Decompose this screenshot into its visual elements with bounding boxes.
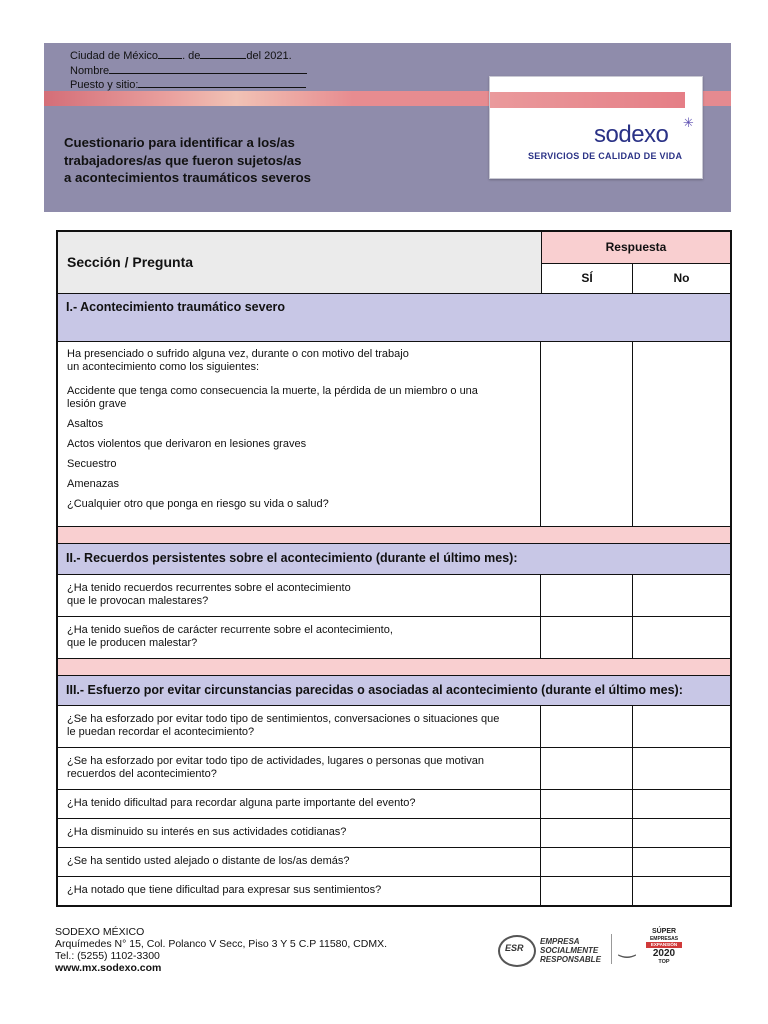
table-row: [58, 818, 730, 847]
sodexo-logo: [489, 76, 703, 179]
question-text: ¿Ha tenido dificultad para recordar alguna parte importante del evento?: [58, 790, 541, 818]
answer-no-cell[interactable]: [633, 877, 730, 905]
answer-yes-cell[interactable]: [541, 748, 633, 789]
question-text: ¿Ha tenido recuerdos recurrentes sobre el acontecimiento que le provocan malestares?: [58, 575, 541, 616]
answer-no-cell[interactable]: [633, 706, 730, 747]
table-row: [58, 574, 730, 616]
footer-divider: [611, 934, 612, 964]
question-text: ¿Ha disminuido su interés en sus actividades cotidianas?: [58, 819, 541, 847]
answer-yes-cell[interactable]: [541, 819, 633, 847]
answer-yes-cell[interactable]: [541, 342, 633, 526]
section-3-title: III.- Esfuerzo por evitar circunstancias parecidas o asociadas al acontecimiento (durante el último mes):: [58, 675, 730, 705]
answer-no-cell[interactable]: [633, 819, 730, 847]
list-item: Accidente que tenga como consecuencia la muerte, la pérdida de un miembro o una lesión grave: [67, 385, 478, 410]
table-row: [58, 616, 730, 658]
question-text: ¿Ha notado que tiene dificultad para expresar sus sentimientos?: [58, 877, 541, 905]
question-text: ¿Se ha esforzado por evitar todo tipo de sentimientos, conversaciones o situaciones que le puedan recordar el acontecimiento?: [58, 706, 541, 747]
question-text: ¿Ha tenido sueños de carácter recurrente sobre el acontecimiento, que le producen malestar?: [58, 617, 541, 658]
answer-no-cell[interactable]: [633, 790, 730, 818]
answer-yes-cell[interactable]: [541, 790, 633, 818]
company-website[interactable]: www.mx.sodexo.com: [55, 962, 162, 974]
logo-tagline: SERVICIOS DE CALIDAD DE VIDA: [528, 151, 683, 161]
esr-mark: ESR: [505, 943, 524, 953]
question-text: ¿Se ha esforzado por evitar todo tipo de actividades, lugares o personas que motivan recuerdos del acontecimiento?: [58, 748, 541, 789]
esr-text: EMPRESA SOCIALMENTE RESPONSABLE: [540, 937, 601, 964]
section-1-title: I.- Acontecimiento traumático severo: [58, 293, 730, 341]
answer-yes-cell[interactable]: [541, 706, 633, 747]
answer-no-cell[interactable]: [633, 575, 730, 616]
table-row: [58, 747, 730, 789]
question-column-header: Sección / Pregunta: [67, 254, 194, 270]
logo-stripe: [490, 92, 685, 108]
page-title: Cuestionario para identificar a los/as trabajadores/as que fueron sujetos/as a acontecimientos traumáticos severos: [64, 135, 312, 185]
list-item: Asaltos: [67, 418, 104, 430]
section-1-text: [58, 342, 541, 526]
table-row: [58, 789, 730, 818]
name-line: Nombre: [70, 63, 307, 78]
list-item: Actos violentos que derivaron en lesiones graves: [67, 438, 307, 450]
response-column-header: Respuesta: [541, 232, 730, 264]
section-2-title: II.- Recuerdos persistentes sobre el acontecimiento (durante el último mes):: [58, 543, 730, 574]
table-row: [58, 876, 730, 905]
section-divider: [58, 658, 730, 675]
esr-logo: [498, 933, 608, 973]
section-1-intro: Ha presenciado o sufrido alguna vez, durante o con motivo del trabajo un acontecimiento como los siguientes:: [67, 348, 409, 373]
no-column-header: No: [633, 264, 730, 293]
list-item: ¿Cualquier otro que ponga en riesgo su vida o salud?: [67, 498, 329, 510]
position-line: Puesto y sitio:: [70, 77, 307, 92]
section-1-questions: [58, 341, 730, 526]
table-row: [58, 705, 730, 747]
answer-no-cell[interactable]: [633, 342, 730, 526]
table-row: [58, 847, 730, 876]
questionnaire-table: [56, 230, 732, 907]
answer-no-cell[interactable]: [633, 748, 730, 789]
table-header: [58, 232, 730, 293]
yes-column-header: SÍ: [541, 264, 633, 293]
question-text: ¿Se ha sentido usted alejado o distante de los/as demás?: [58, 848, 541, 876]
company-address: Arquímedes N° 15, Col. Polanco V Secc, Piso 3 Y 5 C.P 11580, CDMX.: [55, 938, 388, 950]
form-fields: [70, 48, 307, 92]
answer-yes-cell[interactable]: [541, 848, 633, 876]
date-line: Ciudad de México . de del 2021.: [70, 50, 292, 62]
company-name: SODEXO MÉXICO: [55, 926, 145, 938]
answer-yes-cell[interactable]: [541, 575, 633, 616]
answer-no-cell[interactable]: [633, 617, 730, 658]
company-phone: Tel.: (5255) 1102-3300: [55, 950, 160, 962]
section-divider: [58, 526, 730, 543]
position-blank[interactable]: [138, 77, 306, 88]
smile-icon: ‿: [619, 936, 636, 958]
day-blank[interactable]: [158, 48, 182, 59]
list-item: Secuestro: [67, 458, 117, 470]
footer-contact: [55, 926, 387, 974]
super-empresas-badge: SÚPER EMPRESAS EXPANSIÓN 2020 TOP: [646, 928, 682, 966]
month-blank[interactable]: [200, 48, 246, 59]
answer-no-cell[interactable]: [633, 848, 730, 876]
logo-wordmark: sodexo: [594, 121, 669, 148]
list-item: Amenazas: [67, 478, 119, 490]
answer-yes-cell[interactable]: [541, 617, 633, 658]
name-blank[interactable]: [109, 63, 307, 74]
star-icon: ✳: [683, 115, 694, 130]
answer-yes-cell[interactable]: [541, 877, 633, 905]
